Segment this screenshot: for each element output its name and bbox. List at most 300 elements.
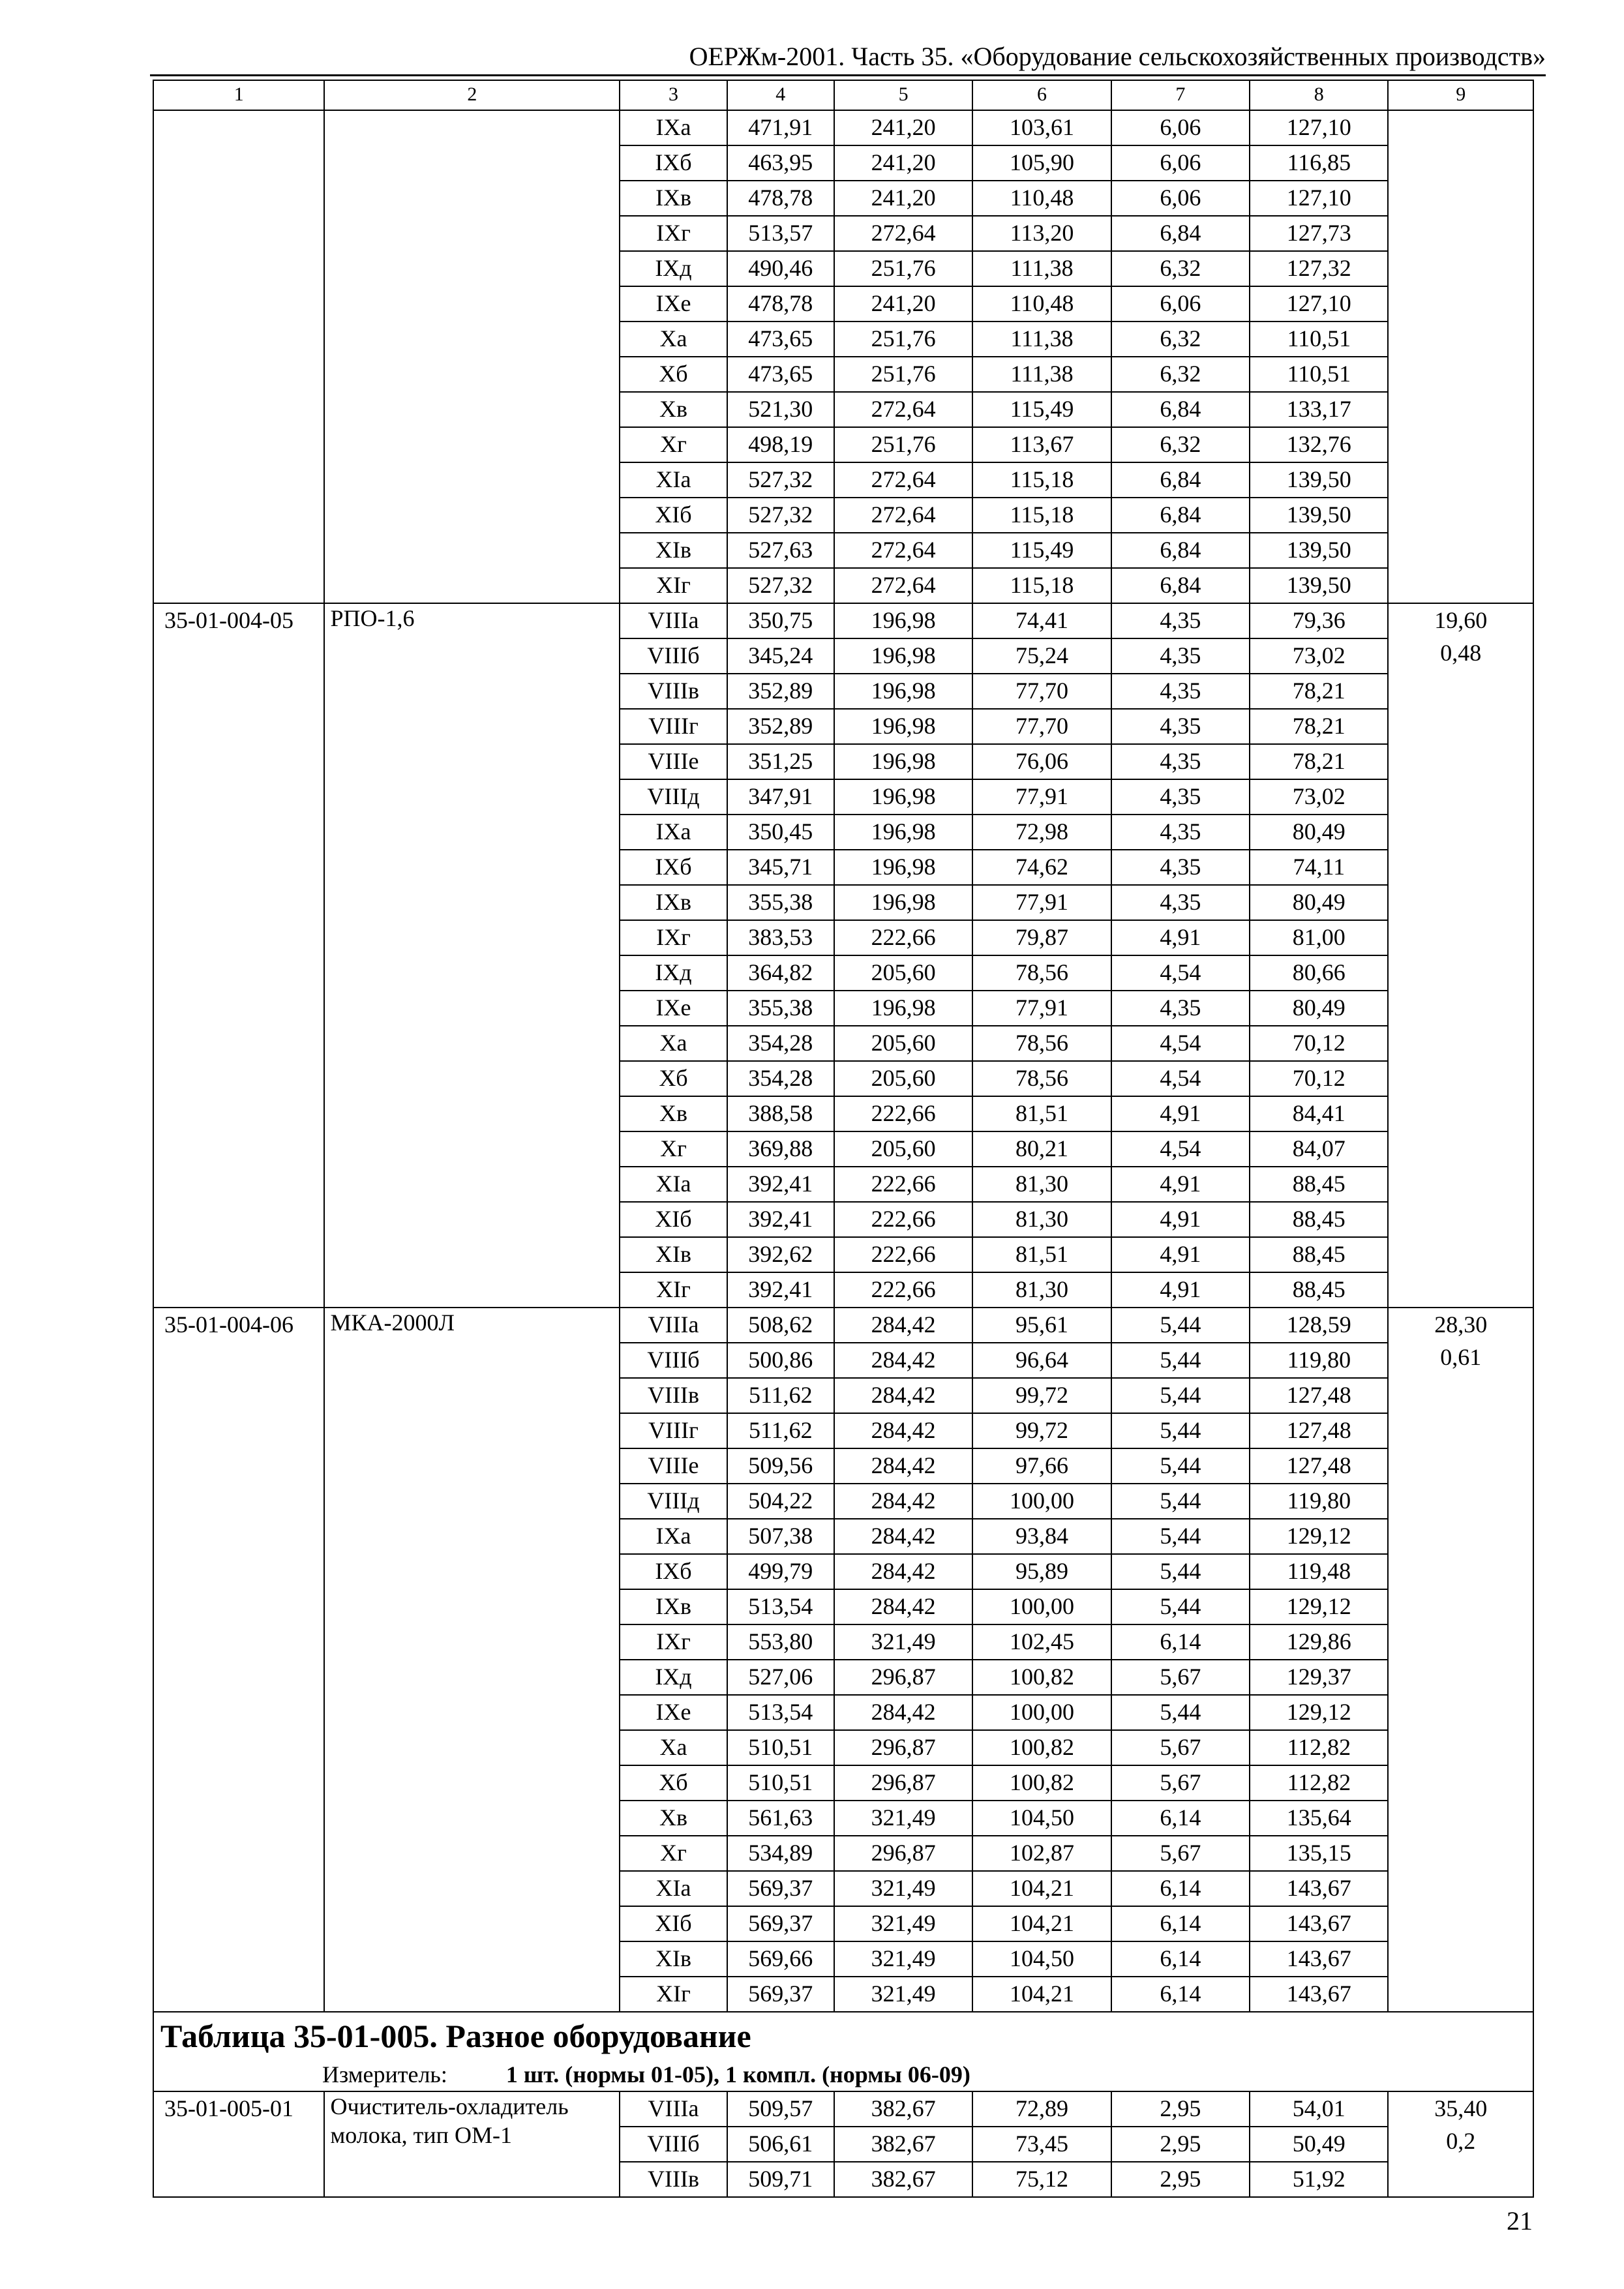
value-cell: 284,42	[834, 1554, 972, 1589]
value-cell: 4,35	[1111, 779, 1250, 815]
rate-code: 35-01-005-01	[153, 2091, 324, 2197]
value-cell: 504,22	[727, 1484, 834, 1519]
value-cell: 100,00	[972, 1484, 1111, 1519]
value-cell: 5,44	[1111, 1308, 1250, 1343]
value-cell: 196,98	[834, 744, 972, 779]
value-cell: 4,35	[1111, 603, 1250, 638]
value-cell: 321,49	[834, 1906, 972, 1941]
value-cell: 534,89	[727, 1836, 834, 1871]
value-cell: VIIIд	[620, 1484, 727, 1519]
value-cell: 354,28	[727, 1026, 834, 1061]
value-cell: 5,67	[1111, 1836, 1250, 1871]
value-cell: 4,54	[1111, 1131, 1250, 1167]
value-cell: 70,12	[1250, 1061, 1388, 1096]
value-cell: 569,66	[727, 1941, 834, 1977]
value-cell: 6,14	[1111, 1941, 1250, 1977]
running-header: ОЕРЖм-2001. Часть 35. «Оборудование сельскохозяйственных производств»	[150, 39, 1546, 76]
value-cell: IXб	[620, 1554, 727, 1589]
value-cell: 6,84	[1111, 568, 1250, 603]
value-cell: 382,67	[834, 2091, 972, 2127]
value-cell: 569,37	[727, 1871, 834, 1906]
value-cell: 80,49	[1250, 885, 1388, 920]
value-cell: 127,10	[1250, 181, 1388, 216]
value-cell: 95,89	[972, 1554, 1111, 1589]
value-cell: 135,15	[1250, 1836, 1388, 1871]
value-cell: VIIIд	[620, 779, 727, 815]
value-cell: 5,44	[1111, 1413, 1250, 1448]
extra-values	[1388, 2091, 1533, 2197]
value-cell: 6,14	[1111, 1871, 1250, 1906]
value-cell: IXб	[620, 850, 727, 885]
value-cell: 499,79	[727, 1554, 834, 1589]
value-cell: IXг	[620, 1624, 727, 1660]
value-cell: 75,24	[972, 638, 1111, 674]
extra-values	[1388, 1308, 1533, 2012]
value-cell: 205,60	[834, 1026, 972, 1061]
value-cell: 5,67	[1111, 1765, 1250, 1801]
value-cell: 196,98	[834, 991, 972, 1026]
value-cell: 284,42	[834, 1448, 972, 1484]
value-cell: 2,95	[1111, 2162, 1250, 2197]
value-cell: 6,84	[1111, 533, 1250, 568]
value-cell: 4,35	[1111, 709, 1250, 744]
value-cell: 196,98	[834, 709, 972, 744]
equipment-name	[324, 110, 620, 603]
value-cell: 104,21	[972, 1906, 1111, 1941]
value-cell: 115,49	[972, 533, 1111, 568]
value-cell: 127,48	[1250, 1413, 1388, 1448]
value-cell: 296,87	[834, 1765, 972, 1801]
value-cell: 129,12	[1250, 1519, 1388, 1554]
value-cell: 81,51	[972, 1237, 1111, 1272]
value-cell: 128,59	[1250, 1308, 1388, 1343]
value-cell: 6,14	[1111, 1624, 1250, 1660]
value-cell: 196,98	[834, 779, 972, 815]
value-cell: 527,32	[727, 498, 834, 533]
column-number: 8	[1250, 80, 1388, 110]
meter-row	[153, 2059, 1533, 2091]
value-cell: 139,50	[1250, 533, 1388, 568]
value-cell: 88,45	[1250, 1202, 1388, 1237]
value-cell: 104,21	[972, 1871, 1111, 1906]
rate-code: 35-01-004-05	[153, 603, 324, 1308]
value-cell: Xв	[620, 392, 727, 427]
value-cell: 4,54	[1111, 955, 1250, 991]
value-cell: 513,57	[727, 216, 834, 251]
table-body	[153, 80, 1533, 2197]
value-cell: 115,49	[972, 392, 1111, 427]
value-cell: 6,32	[1111, 427, 1250, 462]
value-cell: 135,64	[1250, 1801, 1388, 1836]
value-cell: VIIIe	[620, 1448, 727, 1484]
value-cell: 72,89	[972, 2091, 1111, 2127]
value-cell: 500,86	[727, 1343, 834, 1378]
value-cell: 321,49	[834, 1801, 972, 1836]
value-cell: 97,66	[972, 1448, 1111, 1484]
value-cell: 6,84	[1111, 498, 1250, 533]
value-cell: 272,64	[834, 462, 972, 498]
value-cell: 105,90	[972, 145, 1111, 181]
value-cell: IXд	[620, 251, 727, 286]
value-cell: XIб	[620, 498, 727, 533]
value-cell: VIIIг	[620, 709, 727, 744]
table-title: Таблица 35-01-005. Разное оборудование	[153, 2012, 1533, 2059]
value-cell: 352,89	[727, 674, 834, 709]
value-cell: 73,02	[1250, 779, 1388, 815]
value-cell: Xa	[620, 1730, 727, 1765]
value-cell: 296,87	[834, 1660, 972, 1695]
value-cell: 88,45	[1250, 1237, 1388, 1272]
value-cell: 196,98	[834, 603, 972, 638]
value-cell: XIa	[620, 462, 727, 498]
value-cell: 272,64	[834, 568, 972, 603]
value-cell: 81,51	[972, 1096, 1111, 1131]
value-cell: Xг	[620, 427, 727, 462]
value-cell: 54,01	[1250, 2091, 1388, 2127]
value-cell: 355,38	[727, 885, 834, 920]
value-cell: 196,98	[834, 850, 972, 885]
value-cell: 284,42	[834, 1519, 972, 1554]
value-cell: 354,28	[727, 1061, 834, 1096]
value-cell: XIг	[620, 1272, 727, 1308]
value-cell: 509,57	[727, 2091, 834, 2127]
value-cell: IXг	[620, 920, 727, 955]
value-cell: Xб	[620, 1061, 727, 1096]
value-cell: 507,38	[727, 1519, 834, 1554]
value-cell: 4,35	[1111, 744, 1250, 779]
value-cell: 102,87	[972, 1836, 1111, 1871]
value-cell: VIIIe	[620, 744, 727, 779]
value-cell: VIIIв	[620, 1378, 727, 1413]
column-number: 9	[1388, 80, 1533, 110]
value-cell: 129,86	[1250, 1624, 1388, 1660]
value-cell: 241,20	[834, 181, 972, 216]
value-cell: Xa	[620, 322, 727, 357]
value-cell: 51,92	[1250, 2162, 1388, 2197]
value-cell: 463,95	[727, 145, 834, 181]
value-cell: 6,06	[1111, 110, 1250, 145]
value-cell: 205,60	[834, 955, 972, 991]
value-cell: IXa	[620, 110, 727, 145]
value-cell: 569,37	[727, 1906, 834, 1941]
value-cell: VIIIa	[620, 2091, 727, 2127]
value-cell: 272,64	[834, 392, 972, 427]
value-cell: 569,37	[727, 1977, 834, 2012]
value-cell: 100,00	[972, 1589, 1111, 1624]
value-cell: 110,51	[1250, 322, 1388, 357]
value-cell: XIa	[620, 1167, 727, 1202]
value-cell: IXa	[620, 815, 727, 850]
value-cell: 143,67	[1250, 1906, 1388, 1941]
column-number-row	[153, 80, 1533, 110]
value-cell: IXд	[620, 1660, 727, 1695]
extra-value: 19,60	[1434, 607, 1488, 633]
value-cell: IXв	[620, 885, 727, 920]
value-cell: 272,64	[834, 216, 972, 251]
value-cell: 70,12	[1250, 1026, 1388, 1061]
value-cell: 100,82	[972, 1730, 1111, 1765]
value-cell: 321,49	[834, 1977, 972, 2012]
value-cell: 5,44	[1111, 1343, 1250, 1378]
value-cell: 129,12	[1250, 1695, 1388, 1730]
value-cell: 222,66	[834, 920, 972, 955]
table-row	[153, 1308, 1533, 1343]
value-cell: 78,56	[972, 1026, 1111, 1061]
value-cell: 6,14	[1111, 1801, 1250, 1836]
value-cell: 350,45	[727, 815, 834, 850]
value-cell: 78,56	[972, 955, 1111, 991]
value-cell: 93,84	[972, 1519, 1111, 1554]
value-cell: 510,51	[727, 1730, 834, 1765]
value-cell: IXв	[620, 1589, 727, 1624]
value-cell: 5,44	[1111, 1484, 1250, 1519]
value-cell: 473,65	[727, 357, 834, 392]
value-cell: 272,64	[834, 498, 972, 533]
value-cell: 77,91	[972, 779, 1111, 815]
value-cell: VIIIб	[620, 638, 727, 674]
value-cell: 6,06	[1111, 181, 1250, 216]
value-cell: 527,63	[727, 533, 834, 568]
column-number: 1	[153, 80, 324, 110]
value-cell: 100,00	[972, 1695, 1111, 1730]
value-cell: 345,71	[727, 850, 834, 885]
meter-label: Измеритель:	[322, 2061, 447, 2087]
value-cell: 510,51	[727, 1765, 834, 1801]
value-cell: 4,91	[1111, 1096, 1250, 1131]
value-cell: 143,67	[1250, 1871, 1388, 1906]
value-cell: 471,91	[727, 110, 834, 145]
value-cell: IXe	[620, 991, 727, 1026]
value-cell: 205,60	[834, 1131, 972, 1167]
value-cell: 284,42	[834, 1484, 972, 1519]
value-cell: XIв	[620, 533, 727, 568]
value-cell: 284,42	[834, 1343, 972, 1378]
value-cell: 284,42	[834, 1589, 972, 1624]
rate-code	[153, 110, 324, 603]
value-cell: 392,62	[727, 1237, 834, 1272]
table-title-row	[153, 2012, 1533, 2059]
value-cell: 284,42	[834, 1413, 972, 1448]
value-cell: 364,82	[727, 955, 834, 991]
value-cell: 139,50	[1250, 568, 1388, 603]
meter-cell	[153, 2059, 1533, 2091]
meter-value: 1 шт. (нормы 01-05), 1 компл. (нормы 06-09)	[505, 2061, 970, 2087]
value-cell: 115,18	[972, 498, 1111, 533]
value-cell: 222,66	[834, 1096, 972, 1131]
value-cell: 4,35	[1111, 674, 1250, 709]
value-cell: 88,45	[1250, 1272, 1388, 1308]
value-cell: 127,32	[1250, 251, 1388, 286]
value-cell: 4,35	[1111, 638, 1250, 674]
value-cell: 4,91	[1111, 1167, 1250, 1202]
value-cell: 143,67	[1250, 1977, 1388, 2012]
value-cell: 6,32	[1111, 251, 1250, 286]
value-cell: VIIIг	[620, 1413, 727, 1448]
value-cell: 4,35	[1111, 850, 1250, 885]
rates-table	[153, 80, 1534, 2198]
value-cell: 81,30	[972, 1167, 1111, 1202]
value-cell: 143,67	[1250, 1941, 1388, 1977]
value-cell: 251,76	[834, 357, 972, 392]
value-cell: 388,58	[727, 1096, 834, 1131]
value-cell: 5,44	[1111, 1378, 1250, 1413]
value-cell: Xг	[620, 1131, 727, 1167]
value-cell: 506,61	[727, 2127, 834, 2162]
value-cell: 119,80	[1250, 1343, 1388, 1378]
value-cell: 392,41	[727, 1272, 834, 1308]
value-cell: 392,41	[727, 1202, 834, 1237]
value-cell: 4,91	[1111, 1272, 1250, 1308]
value-cell: 222,66	[834, 1272, 972, 1308]
value-cell: 6,06	[1111, 145, 1250, 181]
equipment-name: РПО-1,6	[324, 603, 620, 1308]
value-cell: 110,48	[972, 181, 1111, 216]
column-number: 7	[1111, 80, 1250, 110]
value-cell: 84,07	[1250, 1131, 1388, 1167]
value-cell: VIIIв	[620, 674, 727, 709]
value-cell: 6,84	[1111, 216, 1250, 251]
value-cell: 321,49	[834, 1624, 972, 1660]
value-cell: 80,49	[1250, 815, 1388, 850]
column-number: 6	[972, 80, 1111, 110]
value-cell: 321,49	[834, 1871, 972, 1906]
value-cell: 100,82	[972, 1660, 1111, 1695]
value-cell: 111,38	[972, 322, 1111, 357]
value-cell: 115,18	[972, 568, 1111, 603]
extra-values	[1388, 603, 1533, 1308]
value-cell: 5,44	[1111, 1589, 1250, 1624]
value-cell: 478,78	[727, 181, 834, 216]
value-cell: 511,62	[727, 1413, 834, 1448]
value-cell: Xa	[620, 1026, 727, 1061]
value-cell: 4,91	[1111, 920, 1250, 955]
value-cell: 5,67	[1111, 1660, 1250, 1695]
value-cell: 102,45	[972, 1624, 1111, 1660]
value-cell: VIIIб	[620, 1343, 727, 1378]
value-cell: Xв	[620, 1801, 727, 1836]
value-cell: 6,84	[1111, 462, 1250, 498]
value-cell: 355,38	[727, 991, 834, 1026]
value-cell: XIв	[620, 1237, 727, 1272]
equipment-name: Очиститель-охладитель молока, тип ОМ-1	[324, 2091, 620, 2197]
value-cell: 76,06	[972, 744, 1111, 779]
value-cell: 272,64	[834, 533, 972, 568]
value-cell: VIIIa	[620, 1308, 727, 1343]
value-cell: 508,62	[727, 1308, 834, 1343]
extra-value: 0,2	[1446, 2128, 1476, 2154]
value-cell: 382,67	[834, 2162, 972, 2197]
extra-value: 35,40	[1434, 2095, 1488, 2121]
value-cell: 2,95	[1111, 2127, 1250, 2162]
value-cell: 498,19	[727, 427, 834, 462]
value-cell: 79,87	[972, 920, 1111, 955]
value-cell: 80,21	[972, 1131, 1111, 1167]
value-cell: 111,38	[972, 357, 1111, 392]
value-cell: 96,64	[972, 1343, 1111, 1378]
value-cell: 72,98	[972, 815, 1111, 850]
value-cell: 104,50	[972, 1941, 1111, 1977]
value-cell: 78,21	[1250, 709, 1388, 744]
value-cell: 84,41	[1250, 1096, 1388, 1131]
value-cell: 196,98	[834, 638, 972, 674]
value-cell: 73,02	[1250, 638, 1388, 674]
value-cell: XIб	[620, 1202, 727, 1237]
value-cell: IXб	[620, 145, 727, 181]
value-cell: 80,66	[1250, 955, 1388, 991]
value-cell: 99,72	[972, 1378, 1111, 1413]
value-cell: 81,30	[972, 1202, 1111, 1237]
value-cell: 382,67	[834, 2127, 972, 2162]
value-cell: 6,14	[1111, 1906, 1250, 1941]
value-cell: 104,21	[972, 1977, 1111, 2012]
value-cell: 561,63	[727, 1801, 834, 1836]
page-number: 21	[1507, 2206, 1533, 2236]
value-cell: Xб	[620, 357, 727, 392]
value-cell: 241,20	[834, 145, 972, 181]
value-cell: 113,20	[972, 216, 1111, 251]
value-cell: VIIIa	[620, 603, 727, 638]
value-cell: 222,66	[834, 1237, 972, 1272]
value-cell: 139,50	[1250, 498, 1388, 533]
value-cell: 4,54	[1111, 1026, 1250, 1061]
value-cell: 5,44	[1111, 1448, 1250, 1484]
value-cell: 383,53	[727, 920, 834, 955]
value-cell: XIг	[620, 568, 727, 603]
value-cell: 119,48	[1250, 1554, 1388, 1589]
extra-value: 28,30	[1434, 1311, 1488, 1338]
value-cell: 104,50	[972, 1801, 1111, 1836]
value-cell: IXг	[620, 216, 727, 251]
value-cell: 95,61	[972, 1308, 1111, 1343]
value-cell: IXe	[620, 286, 727, 322]
value-cell: 77,70	[972, 709, 1111, 744]
column-number: 4	[727, 80, 834, 110]
value-cell: VIIIб	[620, 2127, 727, 2162]
value-cell: 511,62	[727, 1378, 834, 1413]
value-cell: 222,66	[834, 1202, 972, 1237]
value-cell: 251,76	[834, 322, 972, 357]
value-cell: 127,10	[1250, 110, 1388, 145]
value-cell: 112,82	[1250, 1730, 1388, 1765]
value-cell: 473,65	[727, 322, 834, 357]
extra-value: 0,61	[1440, 1344, 1482, 1370]
value-cell: 74,41	[972, 603, 1111, 638]
rate-code: 35-01-004-06	[153, 1308, 324, 2012]
value-cell: IXe	[620, 1695, 727, 1730]
value-cell: 77,91	[972, 991, 1111, 1026]
value-cell: 6,84	[1111, 392, 1250, 427]
value-cell: VIIIв	[620, 2162, 727, 2197]
value-cell: XIб	[620, 1906, 727, 1941]
value-cell: 345,24	[727, 638, 834, 674]
value-cell: Xб	[620, 1765, 727, 1801]
value-cell: 79,36	[1250, 603, 1388, 638]
value-cell: 251,76	[834, 251, 972, 286]
value-cell: 88,45	[1250, 1167, 1388, 1202]
value-cell: 74,62	[972, 850, 1111, 885]
value-cell: 4,91	[1111, 1202, 1250, 1237]
table-row	[153, 2091, 1533, 2127]
value-cell: 5,44	[1111, 1695, 1250, 1730]
value-cell: 100,82	[972, 1765, 1111, 1801]
value-cell: 352,89	[727, 709, 834, 744]
value-cell: XIa	[620, 1871, 727, 1906]
value-cell: Xв	[620, 1096, 727, 1131]
value-cell: 99,72	[972, 1413, 1111, 1448]
value-cell: 103,61	[972, 110, 1111, 145]
value-cell: 110,51	[1250, 357, 1388, 392]
value-cell: 111,38	[972, 251, 1111, 286]
